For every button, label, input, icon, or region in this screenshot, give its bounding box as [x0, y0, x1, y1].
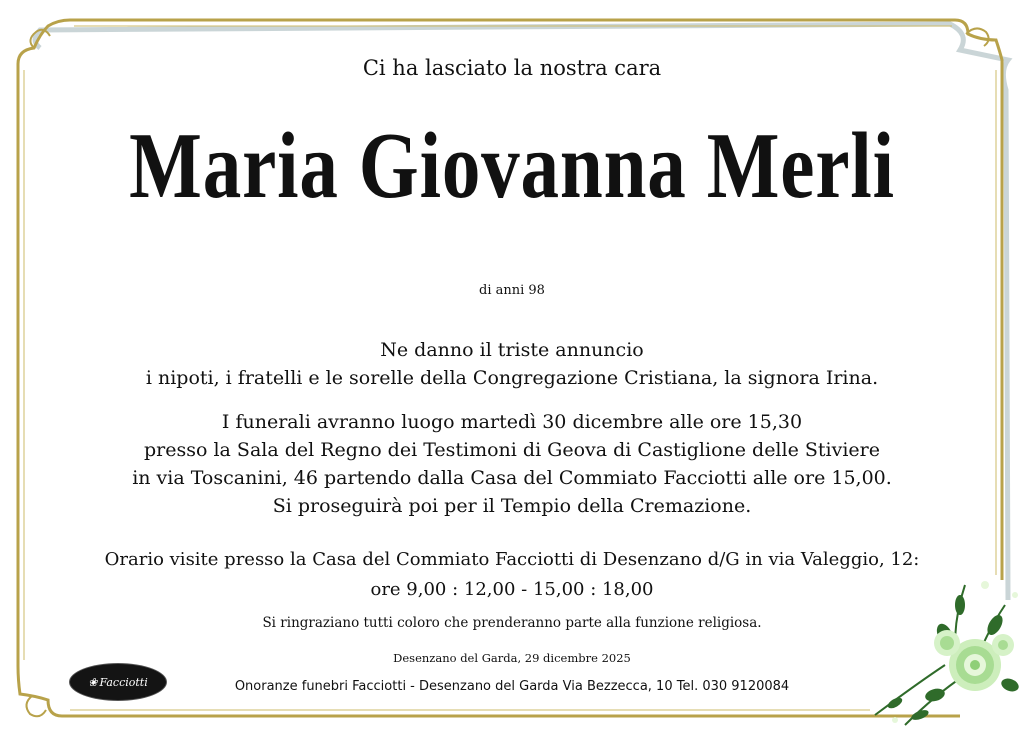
- rose-icon: ❀: [88, 675, 98, 689]
- funeral-line: Si proseguirà poi per il Tempio della Cremazione.: [272, 495, 752, 517]
- announcement-line: Ne danno il triste annuncio: [380, 339, 644, 361]
- funeral-line: presso la Sala del Regno dei Testimoni di Geova di Castiglione delle Stiviere: [144, 439, 880, 461]
- footer-text: Onoranze funebri Facciotti - Desenzano del Garda Via Bezzecca, 10 Tel. 030 9120084: [234, 679, 790, 694]
- funeral-block: [0, 408, 1024, 520]
- logo-text: Facciotti: [99, 675, 148, 689]
- visits-line: Orario visite presso la Casa del Commiato Facciotti di Desenzano d/G in via Valeggio, 12:: [104, 549, 920, 570]
- thanks-text: Si ringraziano tutti coloro che prenderanno parte alla funzione religiosa.: [262, 615, 762, 631]
- age-text: di anni 98: [479, 283, 545, 298]
- place-date: Desenzano del Garda, 29 dicembre 2025: [393, 651, 631, 665]
- visits-hours: ore 9,00 : 12,00 - 15,00 : 18,00: [370, 579, 654, 600]
- intro-text: Ci ha lasciato la nostra cara: [362, 56, 662, 80]
- funeral-line: in via Toscanini, 46 partendo dalla Casa del Commiato Facciotti alle ore 15,00.: [132, 467, 892, 489]
- funeral-line: I funerali avranno luogo martedì 30 dicembre alle ore 15,30: [221, 411, 803, 433]
- deceased-name: Maria Giovanna Merli: [129, 114, 895, 218]
- announcement-line: i nipoti, i fratelli e le sorelle della Congregazione Cristiana, la signora Irina.: [145, 367, 879, 389]
- flower-bouquet-icon: [865, 565, 1024, 733]
- facciotti-logo: [70, 664, 166, 700]
- announcement-block: [0, 336, 1024, 392]
